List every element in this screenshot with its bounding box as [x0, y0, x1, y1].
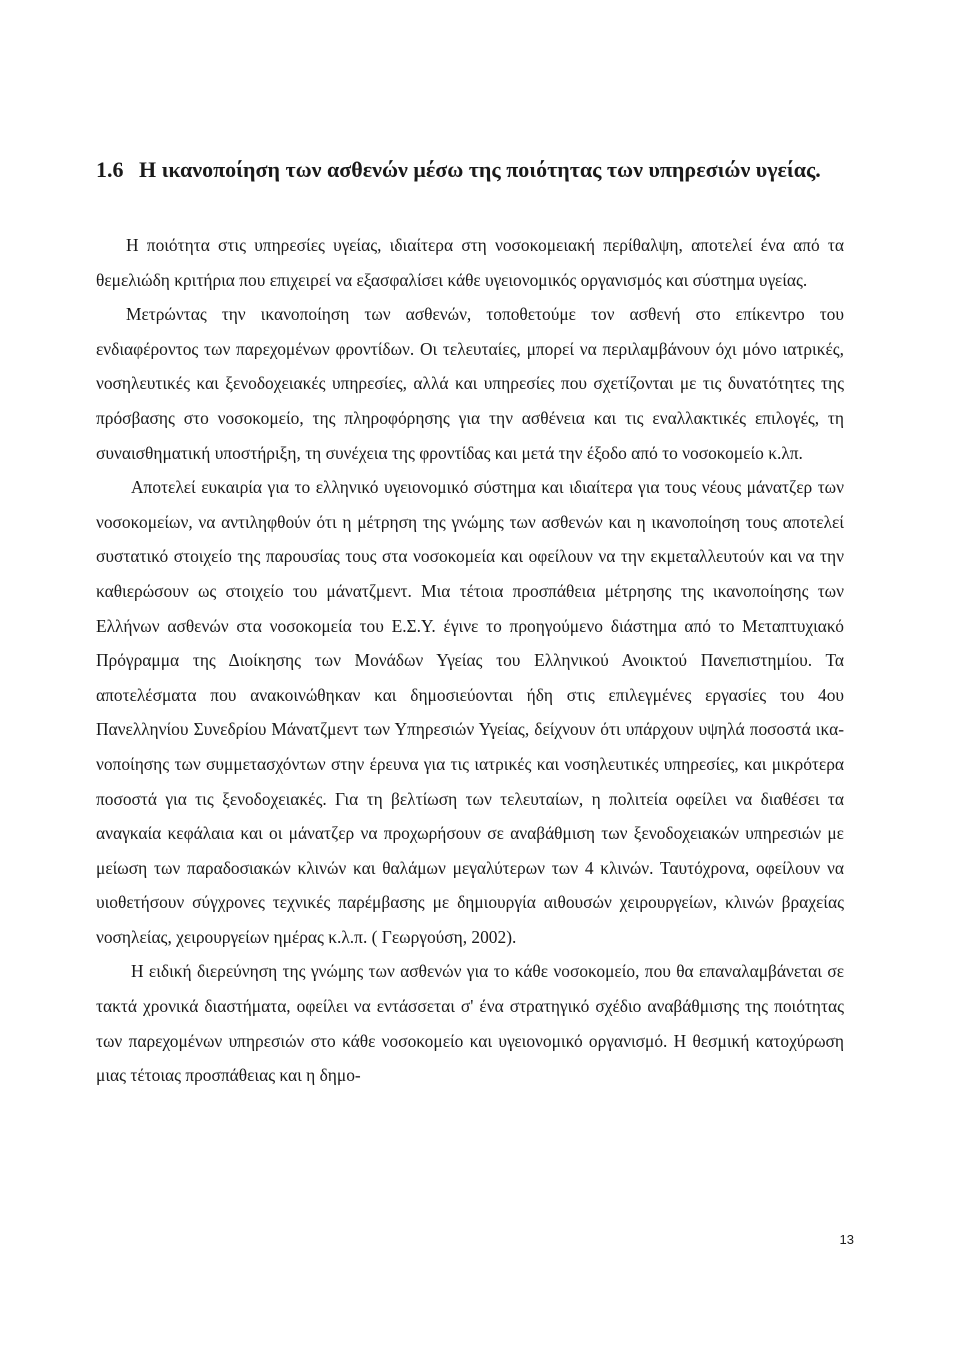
- section-number: 1.6: [96, 157, 124, 182]
- page-number: 13: [839, 1232, 854, 1247]
- paragraph: Αποτελεί ευκαιρία για το ελληνικό υγειονομικό σύστημα και ιδιαίτερα για τους νέους μάνατζερ των νοσοκομείων, να αντιληφθούν ότι η μέτρηση της γνώμης των ασθενών και η ικανοποίηση τους αποτελεί συστατικό στοιχείο της παρουσίας τους στα νοσοκομεία και οφείλουν να την εκμεταλλευτούν και να την καθιερώσουν ως στοιχείο του μάνατζμεντ. Μια τέτοια προσπάθεια μέτρησης της ικανοποίησης των Ελλήνων ασθενών στα νοσοκομεία του Ε.Σ.Υ. έγινε το προηγούμενο διάστημα από το Μεταπτυχιακό Πρόγραμμα της Διοίκησης των Μονάδων Υγείας του Ελληνικού Ανοικτού Πανεπιστημίου. Τα αποτελέσματα που ανακοινώθηκαν και δημοσιεύονται ήδη στις επιλεγμένες εργασίες του 4ου Πανελληνίου Συνεδρίου Μάνατζμεντ των Υπηρεσιών Υγείας, δείχνουν ότι υπάρχουν υψηλά ποσοστά ικανοποίησης των συμμετασχόντων στην έρευνα για τις ιατρικές και νοσηλευτικές υπηρεσίες, και μικρότερα ποσοστά για τις ξενοδοχειακές. Για τη βελτίωση των τελευταίων, η πολιτεία οφείλει να διαθέσει τα αναγκαία κεφάλαια και οι μάνατζερ να προχωρήσουν σε αναβάθμιση των ξενοδοχειακών υπηρεσιών με μείωση των παραδοσιακών κλινών και θαλάμων μεγαλύτερων των 4 κλινών. Ταυτόχρονα, οφείλουν να υιοθετήσουν σύγχρονες τεχνικές παρέμβασης με δημιουργία αιθουσών χειρουργείων, κλινών βραχείας νοσηλείας, χειρουργείων ημέρας κ.λ.π. ( Γεωργούση, 2002).: [96, 477, 844, 947]
- section-heading: [96, 148, 856, 192]
- section-title: Η ικανοποίηση των ασθενών μέσω της ποιότητας των υπηρεσιών υγείας.: [139, 157, 821, 182]
- body-text: [96, 228, 844, 1093]
- paragraph: Η ποιότητα στις υπηρεσίες υγείας, ιδιαίτερα στη νοσοκομειακή περίθαλψη, αποτελεί ένα από τα θεμελιώδη κριτήρια που επιχειρεί να εξασφαλίσει κάθε υγειονομικός οργανισμός και σύστημα υγείας.: [96, 235, 844, 290]
- paragraph: Η ειδική διερεύνηση της γνώμης των ασθενών για το κάθε νοσοκομείο, που θα επαναλαμβάνεται σε τακτά χρονικά διαστήματα, οφείλει να εντάσσεται σ' ένα στρατηγικό σχέδιο αναβάθμισης της ποιότητας των παρεχομένων υπηρεσιών στο κάθε νοσοκομείο και υγειονομικό οργανισμό. Η θεσμική κατοχύρωση μιας τέτοιας προσπάθειας και η δημο-: [96, 961, 844, 1086]
- paragraph: Μετρώντας την ικανοποίηση των ασθενών, τοποθετούμε τον ασθενή στο επίκεντρο του ενδιαφέροντος των παρεχομένων φροντίδων. Οι τελευταίες, μπορεί να περιλαμβάνουν όχι μόνο ιατρικές, νοσηλευτικές και ξενοδοχειακές υπηρεσίες, αλλά και υπηρεσίες που σχετίζονται με τις δυνατότητες της πρόσβασης στο νοσοκομείο, της πληροφόρησης για την ασθένεια και τις εναλλακτικές επιλογές, τη συναισθηματική υποστήριξη, τη συνέχεια της φροντίδας και μετά την έξοδο από το νοσοκομείο κ.λπ.: [96, 304, 844, 463]
